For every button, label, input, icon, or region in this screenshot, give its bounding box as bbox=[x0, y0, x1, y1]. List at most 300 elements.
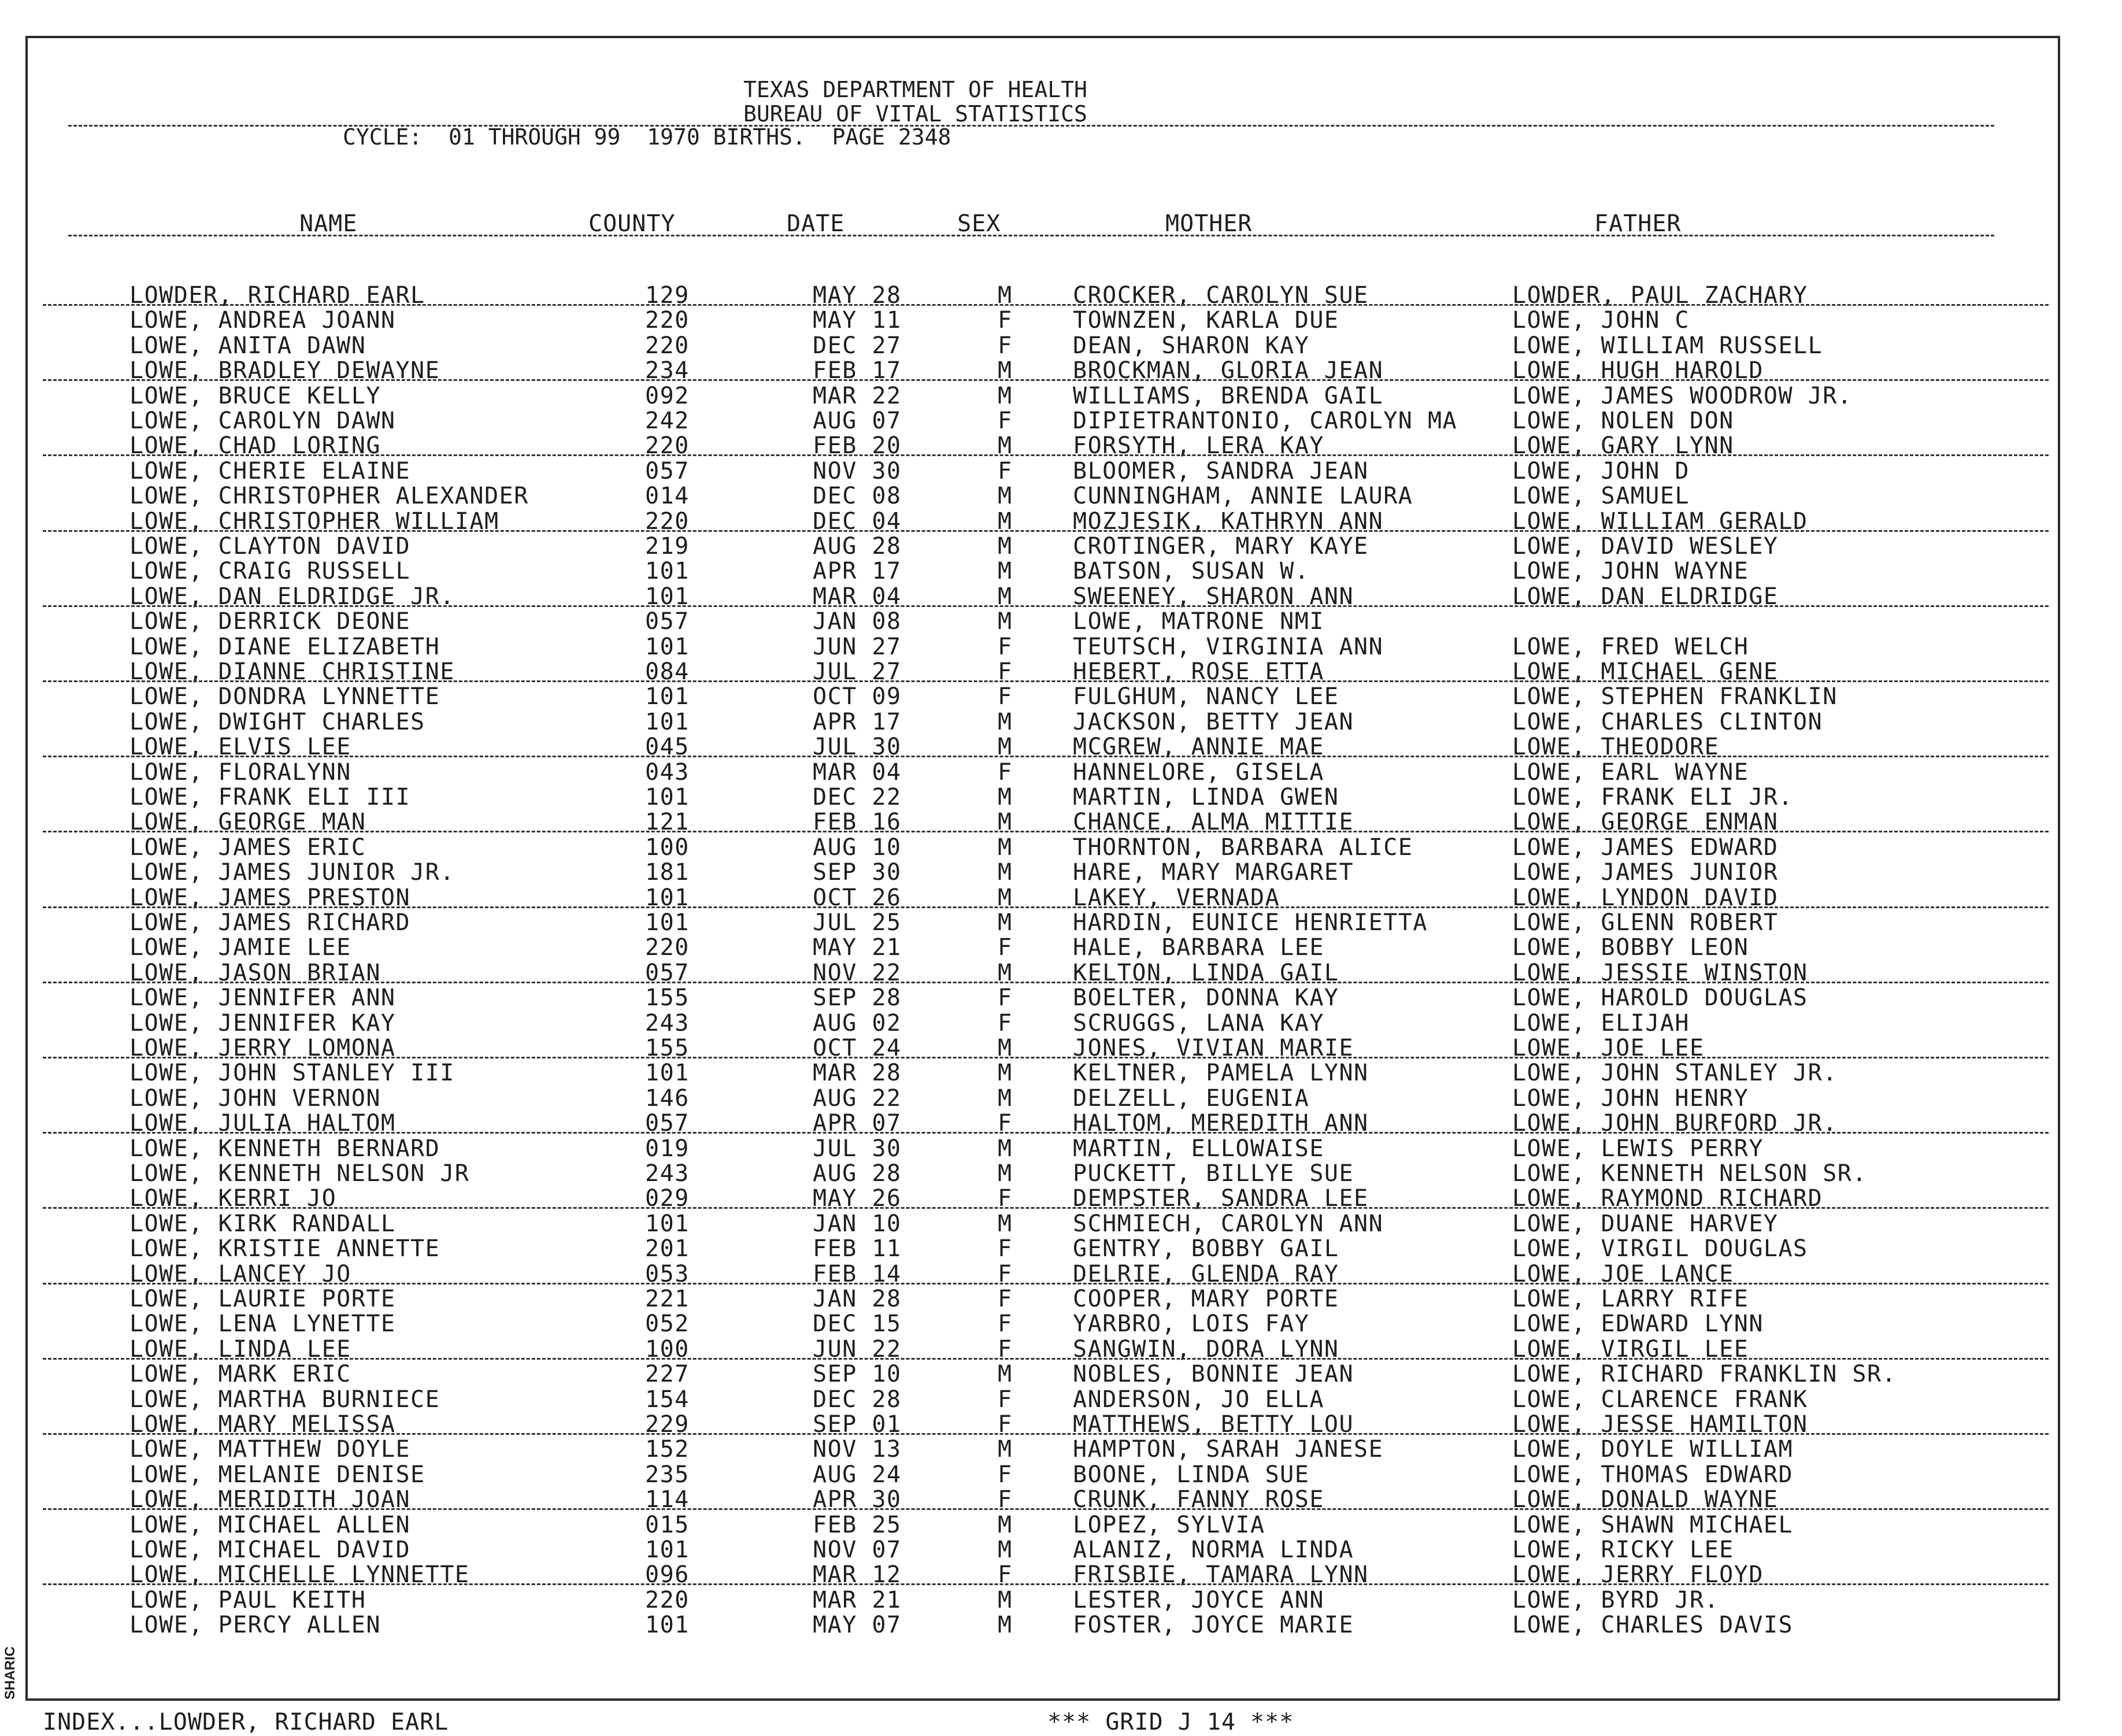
cell-county: 243 bbox=[645, 1160, 690, 1187]
cell-mother: LOPEZ, SYLVIA bbox=[1073, 1511, 1265, 1538]
cell-mother: CROCKER, CAROLYN SUE bbox=[1073, 282, 1369, 309]
cell-county: 121 bbox=[645, 809, 690, 836]
cell-date: MAY 26 bbox=[813, 1185, 902, 1212]
cell-father: LOWE, BOBBY LEON bbox=[1512, 934, 1749, 961]
cell-county: 101 bbox=[645, 909, 690, 936]
cell-sex: M bbox=[998, 1160, 1013, 1187]
cell-father: LOWE, CHARLES CLINTON bbox=[1512, 708, 1823, 735]
cell-name: LOWE, MARK ERIC bbox=[129, 1361, 351, 1388]
cell-name: LOWE, LINDA LEE bbox=[129, 1335, 351, 1363]
cell-father: LOWDER, PAUL ZACHARY bbox=[1512, 282, 1808, 309]
cell-county: 101 bbox=[645, 884, 690, 911]
column-header-date: DATE bbox=[787, 210, 845, 237]
cell-father: LOWE, DAVID WESLEY bbox=[1512, 533, 1779, 560]
cell-father: LOWE, RAYMOND RICHARD bbox=[1512, 1185, 1823, 1212]
cell-father: LOWE, JOHN D bbox=[1512, 457, 1690, 484]
side-label-text: SHARIC bbox=[2, 1646, 18, 1700]
cell-date: JUL 25 bbox=[813, 909, 902, 936]
cell-county: 101 bbox=[645, 1060, 690, 1087]
cell-county: 101 bbox=[645, 583, 690, 610]
cell-county: 181 bbox=[645, 859, 690, 886]
cell-mother: HALE, BARBARA LEE bbox=[1073, 934, 1324, 961]
column-header-divider bbox=[68, 235, 1994, 236]
cell-county: 101 bbox=[645, 683, 690, 710]
cell-name: LOWE, CAROLYN DAWN bbox=[129, 408, 396, 434]
cell-name: LOWE, MICHAEL ALLEN bbox=[129, 1511, 411, 1538]
cell-county: 227 bbox=[645, 1361, 690, 1388]
cell-mother: SCRUGGS, LANA KAY bbox=[1073, 1009, 1324, 1037]
cell-sex: M bbox=[998, 1035, 1013, 1061]
cell-father: LOWE, GLENN ROBERT bbox=[1512, 909, 1779, 936]
cell-sex: F bbox=[998, 984, 1013, 1012]
cell-name: LOWE, ANITA DAWN bbox=[129, 332, 366, 359]
cell-mother: YARBRO, LOIS FAY bbox=[1073, 1311, 1310, 1338]
cell-sex: F bbox=[998, 1185, 1013, 1212]
cell-mother: HARDIN, EUNICE HENRIETTA bbox=[1073, 909, 1428, 936]
cell-date: OCT 26 bbox=[813, 884, 902, 911]
table-row bbox=[28, 1337, 2062, 1362]
cell-father: LOWE, JOE LEE bbox=[1512, 1035, 1705, 1061]
table-row bbox=[28, 1237, 2062, 1261]
table-row bbox=[28, 459, 2062, 484]
cell-father: LOWE, DUANE HARVEY bbox=[1512, 1210, 1779, 1237]
cell-mother: BOONE, LINDA SUE bbox=[1073, 1461, 1310, 1488]
cell-county: 155 bbox=[645, 984, 690, 1012]
cell-name: LOWE, MERIDITH JOAN bbox=[129, 1486, 411, 1513]
table-row bbox=[28, 1362, 2062, 1387]
cell-sex: F bbox=[998, 457, 1013, 484]
cell-mother: ANDERSON, JO ELLA bbox=[1073, 1386, 1324, 1413]
cell-sex: M bbox=[998, 1612, 1013, 1639]
footer-index: INDEX...LOWDER, RICHARD EARL bbox=[43, 1709, 449, 1735]
table-row bbox=[28, 1437, 2062, 1462]
cell-county: 096 bbox=[645, 1561, 690, 1589]
table-row bbox=[28, 1287, 2062, 1312]
cell-father: LOWE, JERRY FLOYD bbox=[1512, 1561, 1764, 1589]
cell-name: LOWE, DIANNE CHRISTINE bbox=[129, 658, 455, 685]
cell-date: FEB 17 bbox=[813, 357, 902, 384]
cell-sex: M bbox=[998, 1084, 1013, 1112]
cell-mother: THORNTON, BARBARA ALICE bbox=[1073, 834, 1413, 861]
cell-sex: F bbox=[998, 1561, 1013, 1589]
cell-father: LOWE, JOHN HENRY bbox=[1512, 1084, 1749, 1112]
cell-county: 154 bbox=[645, 1386, 690, 1413]
cell-name: LOWE, KRISTIE ANNETTE bbox=[129, 1235, 440, 1263]
cell-name: LOWE, ELVIS LEE bbox=[129, 734, 351, 761]
table-row bbox=[28, 1563, 2062, 1587]
cell-sex: M bbox=[998, 1210, 1013, 1237]
cell-mother: KELTNER, PAMELA LYNN bbox=[1073, 1060, 1369, 1087]
table-row bbox=[28, 986, 2062, 1010]
cell-sex: F bbox=[998, 1411, 1013, 1438]
header-subtitle: BUREAU OF VITAL STATISTICS bbox=[743, 101, 1087, 127]
cell-name: LOWE, CHERIE ELAINE bbox=[129, 457, 411, 484]
table-row bbox=[28, 810, 2062, 835]
cell-mother: TEUTSCH, VIRGINIA ANN bbox=[1073, 633, 1384, 660]
table-row bbox=[28, 1613, 2062, 1638]
cell-sex: F bbox=[998, 1009, 1013, 1037]
cell-county: 219 bbox=[645, 533, 690, 560]
table-row bbox=[28, 635, 2062, 660]
cell-name: LOWE, JAMES JUNIOR JR. bbox=[129, 859, 455, 886]
cell-father: LOWE, ELIJAH bbox=[1512, 1009, 1690, 1037]
cell-date: JUL 30 bbox=[813, 734, 902, 761]
cell-date: OCT 24 bbox=[813, 1035, 902, 1061]
cell-sex: M bbox=[998, 909, 1013, 936]
cell-sex: F bbox=[998, 683, 1013, 710]
cell-mother: TOWNZEN, KARLA DUE bbox=[1073, 307, 1339, 334]
cell-date: DEC 22 bbox=[813, 784, 902, 810]
cell-county: 220 bbox=[645, 332, 690, 359]
cell-father: LOWE, EARL WAYNE bbox=[1512, 758, 1749, 786]
cell-mother: DEAN, SHARON KAY bbox=[1073, 332, 1310, 359]
cell-father: LOWE, CLARENCE FRANK bbox=[1512, 1386, 1808, 1413]
table-row bbox=[28, 584, 2062, 609]
cell-father: LOWE, JAMES WOODROW JR. bbox=[1512, 382, 1853, 409]
table-row bbox=[28, 1312, 2062, 1337]
cell-father: LOWE, LYNDON DAVID bbox=[1512, 884, 1779, 911]
cell-date: MAY 11 bbox=[813, 307, 902, 334]
cell-mother: DELRIE, GLENDA RAY bbox=[1073, 1260, 1339, 1287]
cell-mother: DELZELL, EUGENIA bbox=[1073, 1084, 1310, 1112]
cell-date: FEB 20 bbox=[813, 432, 902, 460]
cell-name: LOWE, BRUCE KELLY bbox=[129, 382, 381, 409]
cell-sex: M bbox=[998, 834, 1013, 861]
cell-mother: FOSTER, JOYCE MARIE bbox=[1073, 1612, 1354, 1639]
cell-date: APR 30 bbox=[813, 1486, 902, 1513]
table-row bbox=[28, 384, 2062, 409]
cell-name: LOWE, KENNETH BERNARD bbox=[129, 1135, 440, 1162]
cell-father: LOWE, FRED WELCH bbox=[1512, 633, 1749, 660]
cell-name: LOWE, DWIGHT CHARLES bbox=[129, 708, 425, 735]
cell-father: LOWE, RICKY LEE bbox=[1512, 1537, 1734, 1563]
table-row bbox=[28, 910, 2062, 935]
cell-date: OCT 09 bbox=[813, 683, 902, 710]
cell-name: LOWE, MICHAEL DAVID bbox=[129, 1537, 411, 1563]
cell-mother: LESTER, JOYCE ANN bbox=[1073, 1586, 1324, 1613]
cell-mother: GENTRY, BOBBY GAIL bbox=[1073, 1235, 1339, 1263]
table-row bbox=[28, 785, 2062, 810]
table-row bbox=[28, 559, 2062, 584]
cell-date: APR 17 bbox=[813, 558, 902, 585]
cell-sex: M bbox=[998, 608, 1013, 635]
table-row bbox=[28, 935, 2062, 960]
cell-sex: F bbox=[998, 658, 1013, 685]
cell-mother: ALANIZ, NORMA LINDA bbox=[1073, 1537, 1354, 1563]
cell-sex: M bbox=[998, 583, 1013, 610]
cell-county: 100 bbox=[645, 834, 690, 861]
cell-sex: M bbox=[998, 432, 1013, 460]
cell-sex: F bbox=[998, 1386, 1013, 1413]
cell-mother: FULGHUM, NANCY LEE bbox=[1073, 683, 1339, 710]
cell-county: 152 bbox=[645, 1436, 690, 1463]
cell-date: MAR 04 bbox=[813, 758, 902, 786]
cell-sex: M bbox=[998, 708, 1013, 735]
cell-father: LOWE, EDWARD LYNN bbox=[1512, 1311, 1764, 1338]
cell-father: LOWE, JESSIE WINSTON bbox=[1512, 959, 1808, 986]
cell-father: LOWE, DONALD WAYNE bbox=[1512, 1486, 1779, 1513]
cell-date: DEC 04 bbox=[813, 508, 902, 535]
side-label bbox=[0, 1642, 23, 1705]
cell-date: AUG 02 bbox=[813, 1009, 902, 1037]
cell-father: LOWE, CHARLES DAVIS bbox=[1512, 1612, 1794, 1639]
cell-mother: BOELTER, DONNA KAY bbox=[1073, 984, 1339, 1012]
cell-mother: HANNELORE, GISELA bbox=[1073, 758, 1324, 786]
cell-sex: F bbox=[998, 408, 1013, 434]
cell-sex: M bbox=[998, 1361, 1013, 1388]
table-row bbox=[28, 283, 2062, 308]
cell-name: LOWE, KERRI JO bbox=[129, 1185, 337, 1212]
table-row bbox=[28, 434, 2062, 458]
cell-name: LOWE, LAURIE PORTE bbox=[129, 1286, 396, 1312]
cell-county: 014 bbox=[645, 483, 690, 510]
cell-date: MAR 28 bbox=[813, 1060, 902, 1087]
table-row bbox=[28, 1387, 2062, 1412]
cell-mother: SWEENEY, SHARON ANN bbox=[1073, 583, 1354, 610]
cell-father: LOWE, SAMUEL bbox=[1512, 483, 1690, 510]
cell-name: LOWE, JOHN STANLEY III bbox=[129, 1060, 455, 1087]
cell-father: LOWE, WILLIAM GERALD bbox=[1512, 508, 1808, 535]
cell-mother: BATSON, SUSAN W. bbox=[1073, 558, 1310, 585]
table-row bbox=[28, 886, 2062, 910]
cell-date: DEC 28 bbox=[813, 1386, 902, 1413]
table-row bbox=[28, 1513, 2062, 1538]
cell-name: LOWE, ANDREA JOANN bbox=[129, 307, 396, 334]
cell-sex: F bbox=[998, 1311, 1013, 1338]
table-row bbox=[28, 1538, 2062, 1563]
cell-date: AUG 24 bbox=[813, 1461, 902, 1488]
cell-date: DEC 08 bbox=[813, 483, 902, 510]
cell-name: LOWE, DAN ELDRIDGE JR. bbox=[129, 583, 455, 610]
cell-mother: CRUNK, FANNY ROSE bbox=[1073, 1486, 1324, 1513]
cell-sex: M bbox=[998, 483, 1013, 510]
table-row bbox=[28, 1588, 2062, 1613]
cell-sex: M bbox=[998, 1586, 1013, 1613]
cell-mother: DEMPSTER, SANDRA LEE bbox=[1073, 1185, 1369, 1212]
cell-sex: M bbox=[998, 959, 1013, 986]
cell-date: AUG 07 bbox=[813, 408, 902, 434]
table-row bbox=[28, 1463, 2062, 1487]
cell-sex: M bbox=[998, 784, 1013, 810]
cell-sex: F bbox=[998, 332, 1013, 359]
cell-name: LOWE, DERRICK DEONE bbox=[129, 608, 411, 635]
cell-date: AUG 22 bbox=[813, 1084, 902, 1112]
header-title: TEXAS DEPARTMENT OF HEALTH bbox=[743, 77, 1087, 102]
cell-sex: F bbox=[998, 1260, 1013, 1287]
cell-mother: FRISBIE, TAMARA LYNN bbox=[1073, 1561, 1369, 1589]
cell-date: JAN 10 bbox=[813, 1210, 902, 1237]
cell-mother: WILLIAMS, BRENDA GAIL bbox=[1073, 382, 1384, 409]
table-row bbox=[28, 961, 2062, 986]
cell-father: LOWE, JAMES EDWARD bbox=[1512, 834, 1779, 861]
cell-name: LOWE, JAMIE LEE bbox=[129, 934, 351, 961]
cell-mother: MCGREW, ANNIE MAE bbox=[1073, 734, 1324, 761]
cell-name: LOWE, LENA LYNETTE bbox=[129, 1311, 396, 1338]
cell-sex: M bbox=[998, 734, 1013, 761]
cell-date: JUN 22 bbox=[813, 1335, 902, 1363]
cell-sex: M bbox=[998, 1436, 1013, 1463]
cell-date: MAY 07 bbox=[813, 1612, 902, 1639]
cell-date: DEC 27 bbox=[813, 332, 902, 359]
cell-mother: HALTOM, MEREDITH ANN bbox=[1073, 1110, 1369, 1137]
cell-father: LOWE, NOLEN DON bbox=[1512, 408, 1734, 434]
cell-date: SEP 10 bbox=[813, 1361, 902, 1388]
cell-father: LOWE, GEORGE ENMAN bbox=[1512, 809, 1779, 836]
table-row bbox=[28, 660, 2062, 684]
cell-date: MAR 22 bbox=[813, 382, 902, 409]
table-row bbox=[28, 509, 2062, 534]
cell-county: 220 bbox=[645, 508, 690, 535]
cell-sex: F bbox=[998, 307, 1013, 334]
cell-date: FEB 16 bbox=[813, 809, 902, 836]
table-row bbox=[28, 1111, 2062, 1136]
cell-name: LOWDER, RICHARD EARL bbox=[129, 282, 425, 309]
cell-name: LOWE, JASON BRIAN bbox=[129, 959, 381, 986]
table-row bbox=[28, 1212, 2062, 1237]
cell-mother: NOBLES, BONNIE JEAN bbox=[1073, 1361, 1354, 1388]
cell-father: LOWE, BYRD JR. bbox=[1512, 1586, 1720, 1613]
cell-sex: M bbox=[998, 1135, 1013, 1162]
cell-mother: FORSYTH, LERA KAY bbox=[1073, 432, 1324, 460]
cell-father: LOWE, THEODORE bbox=[1512, 734, 1720, 761]
table-row bbox=[28, 1086, 2062, 1111]
cell-mother: HARE, MARY MARGARET bbox=[1073, 859, 1354, 886]
cell-mother: MARTIN, LINDA GWEN bbox=[1073, 784, 1339, 810]
cell-county: 235 bbox=[645, 1461, 690, 1488]
cell-sex: M bbox=[998, 533, 1013, 560]
table-row bbox=[28, 710, 2062, 735]
column-header-sex: SEX bbox=[957, 210, 1001, 237]
cell-mother: LOWE, MATRONE NMI bbox=[1073, 608, 1324, 635]
table-row bbox=[28, 1186, 2062, 1211]
cell-county: 057 bbox=[645, 457, 690, 484]
cell-date: MAR 04 bbox=[813, 583, 902, 610]
cell-date: NOV 22 bbox=[813, 959, 902, 986]
cell-name: LOWE, JERRY LOMONA bbox=[129, 1035, 396, 1061]
cell-father: LOWE, GARY LYNN bbox=[1512, 432, 1734, 460]
cell-date: FEB 25 bbox=[813, 1511, 902, 1538]
document-frame bbox=[25, 36, 2060, 1735]
cell-sex: M bbox=[998, 357, 1013, 384]
cell-county: 043 bbox=[645, 758, 690, 786]
cell-county: 146 bbox=[645, 1084, 690, 1112]
cell-date: JUN 27 bbox=[813, 633, 902, 660]
cell-sex: F bbox=[998, 1461, 1013, 1488]
cell-name: LOWE, MARY MELISSA bbox=[129, 1411, 396, 1438]
cell-mother: DIPIETRANTONIO, CAROLYN MA bbox=[1073, 408, 1458, 434]
cell-father: LOWE, JOHN STANLEY JR. bbox=[1512, 1060, 1838, 1087]
cell-father: LOWE, LEWIS PERRY bbox=[1512, 1135, 1764, 1162]
cell-sex: M bbox=[998, 884, 1013, 911]
cell-father: LOWE, VIRGIL DOUGLAS bbox=[1512, 1235, 1808, 1263]
cell-name: LOWE, CHAD LORING bbox=[129, 432, 381, 460]
cell-county: 057 bbox=[645, 959, 690, 986]
cell-sex: F bbox=[998, 1335, 1013, 1363]
cell-date: FEB 14 bbox=[813, 1260, 902, 1287]
cell-date: AUG 28 bbox=[813, 533, 902, 560]
cell-name: LOWE, MELANIE DENISE bbox=[129, 1461, 425, 1488]
table-row bbox=[28, 835, 2062, 860]
cell-father: LOWE, DAN ELDRIDGE bbox=[1512, 583, 1779, 610]
cell-county: 019 bbox=[645, 1135, 690, 1162]
cell-name: LOWE, CHRISTOPHER ALEXANDER bbox=[129, 483, 529, 510]
table-row bbox=[28, 334, 2062, 358]
cell-mother: HAMPTON, SARAH JANESE bbox=[1073, 1436, 1384, 1463]
cell-county: 221 bbox=[645, 1286, 690, 1312]
cell-name: LOWE, CLAYTON DAVID bbox=[129, 533, 411, 560]
cell-date: SEP 28 bbox=[813, 984, 902, 1012]
cell-sex: F bbox=[998, 1286, 1013, 1312]
cell-county: 220 bbox=[645, 432, 690, 460]
cell-father: LOWE, VIRGIL LEE bbox=[1512, 1335, 1749, 1363]
cell-date: AUG 28 bbox=[813, 1160, 902, 1187]
cell-name: LOWE, JOHN VERNON bbox=[129, 1084, 381, 1112]
cell-name: LOWE, FRANK ELI III bbox=[129, 784, 411, 810]
cell-mother: PUCKETT, BILLYE SUE bbox=[1073, 1160, 1354, 1187]
table-row bbox=[28, 1412, 2062, 1437]
cell-county: 101 bbox=[645, 1612, 690, 1639]
cell-county: 101 bbox=[645, 1210, 690, 1237]
cell-date: JAN 28 bbox=[813, 1286, 902, 1312]
cell-father: LOWE, JOHN C bbox=[1512, 307, 1690, 334]
cell-father: LOWE, HUGH HAROLD bbox=[1512, 357, 1764, 384]
cell-date: JUL 30 bbox=[813, 1135, 902, 1162]
table-row bbox=[28, 684, 2062, 709]
cell-county: 101 bbox=[645, 633, 690, 660]
table-row bbox=[28, 860, 2062, 885]
cell-county: 057 bbox=[645, 1110, 690, 1137]
cell-date: AUG 10 bbox=[813, 834, 902, 861]
cell-name: LOWE, JAMES ERIC bbox=[129, 834, 366, 861]
cell-county: 101 bbox=[645, 708, 690, 735]
cell-name: LOWE, PAUL KEITH bbox=[129, 1586, 366, 1613]
cell-mother: JONES, VIVIAN MARIE bbox=[1073, 1035, 1354, 1061]
column-header-county: COUNTY bbox=[588, 210, 676, 237]
cell-sex: M bbox=[998, 809, 1013, 836]
cell-father: LOWE, WILLIAM RUSSELL bbox=[1512, 332, 1823, 359]
cell-date: NOV 30 bbox=[813, 457, 902, 484]
cell-father: LOWE, JOHN WAYNE bbox=[1512, 558, 1749, 585]
cell-county: 029 bbox=[645, 1185, 690, 1212]
table-row bbox=[28, 308, 2062, 333]
cell-county: 053 bbox=[645, 1260, 690, 1287]
cell-father: LOWE, MICHAEL GENE bbox=[1512, 658, 1779, 685]
table-row bbox=[28, 484, 2062, 509]
cell-county: 201 bbox=[645, 1235, 690, 1263]
cell-sex: F bbox=[998, 1486, 1013, 1513]
cell-mother: CUNNINGHAM, ANNIE LAURA bbox=[1073, 483, 1413, 510]
cell-name: LOWE, KENNETH NELSON JR bbox=[129, 1160, 470, 1187]
cell-mother: BLOOMER, SANDRA JEAN bbox=[1073, 457, 1369, 484]
cell-father: LOWE, KENNETH NELSON SR. bbox=[1512, 1160, 1867, 1187]
table-row bbox=[28, 1161, 2062, 1186]
cell-father: LOWE, RICHARD FRANKLIN SR. bbox=[1512, 1361, 1897, 1388]
cell-sex: F bbox=[998, 758, 1013, 786]
cell-mother: KELTON, LINDA GAIL bbox=[1073, 959, 1339, 986]
table-row bbox=[28, 760, 2062, 785]
table-row bbox=[28, 1011, 2062, 1036]
cell-date: NOV 13 bbox=[813, 1436, 902, 1463]
cell-sex: M bbox=[998, 382, 1013, 409]
cell-county: 052 bbox=[645, 1311, 690, 1338]
cell-date: JUL 27 bbox=[813, 658, 902, 685]
cell-name: LOWE, JAMES RICHARD bbox=[129, 909, 411, 936]
cell-county: 220 bbox=[645, 307, 690, 334]
cell-mother: CROTINGER, MARY KAYE bbox=[1073, 533, 1369, 560]
footer-grid: *** GRID J 14 *** bbox=[1047, 1709, 1294, 1735]
cell-county: 100 bbox=[645, 1335, 690, 1363]
cell-date: MAR 21 bbox=[813, 1586, 902, 1613]
